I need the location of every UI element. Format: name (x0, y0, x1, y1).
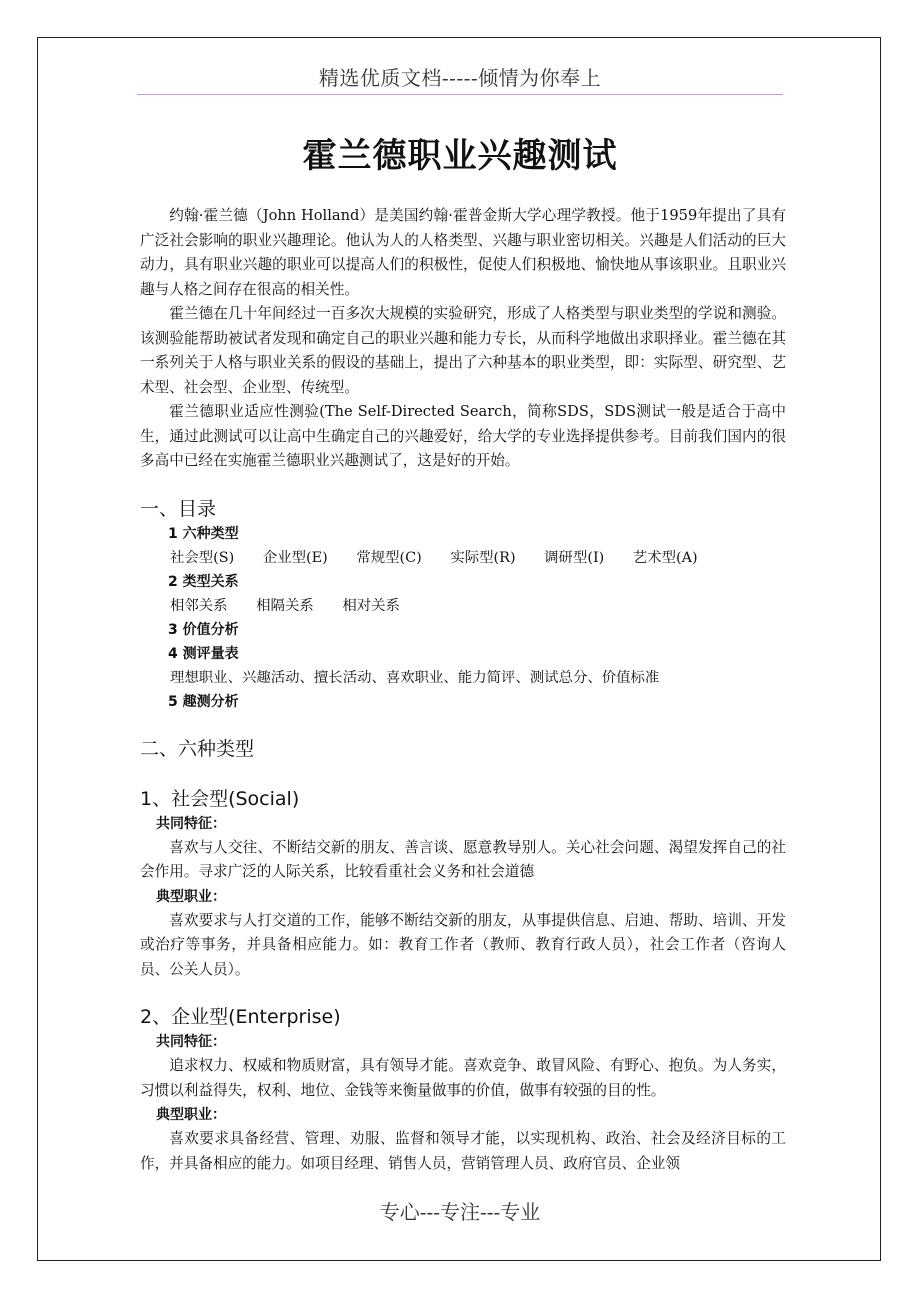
toc-relations-list (140, 594, 786, 618)
toc-type: 实际型(R) (450, 549, 516, 566)
intro-paragraph-1: 约翰·霍兰德（John Holland）是美国约翰·霍普金斯大学心理学教授。他于1959年提出了具有广泛社会影响的职业兴趣理论。他认为人的人格类型、兴趣与职业密切相关。兴趣是人们活动的巨大动力，具有职业兴趣的职业可以提高人们的积极性，促使人们积极地、愉快地从事该职业。且职业兴趣与人格之间存在很高的相关性。 (140, 207, 786, 298)
intro-paragraph-2: 霍兰德在几十年间经过一百多次大规模的实验研究，形成了人格类型与职业类型的学说和测验。该测验能帮助被试者发现和确定自己的职业兴趣和能力专长，从而科学地做出求职择业。霍兰德在其一系列关于人格与职业关系的假设的基础上，提出了六种基本的职业类型，即：实际型、研究型、艺术型、社会型、企业型、传统型。 (140, 305, 786, 396)
enterprise-heading: 2、企业型(Enterprise) (140, 1006, 341, 1028)
toc-type: 社会型(S) (170, 549, 235, 566)
toc-relation: 相隔关系 (256, 597, 314, 614)
social-heading: 1、社会型(Social) (140, 787, 300, 810)
page-header: 精选优质文档-----倾情为你奉上 (137, 62, 783, 95)
enterprise-common-label: 共同特征： (156, 1034, 226, 1050)
toc-item-5: 5 趣测分析 (168, 693, 239, 710)
toc-type: 艺术型(A) (632, 549, 698, 566)
toc-item-1: 1 六种类型 (168, 525, 239, 542)
social-common-text: 喜欢与人交往、不断结交新的朋友、善言谈、愿意教导别人。关心社会问题、渴望发挥自己的社会作用。寻求广泛的人际关系，比较看重社会义务和社会道德 (140, 838, 786, 880)
toc-relation: 相对关系 (342, 597, 400, 614)
toc-heading: 一、目录 (140, 497, 217, 520)
toc-scales-list: 理想职业、兴趣活动、擅长活动、喜欢职业、能力简评、测试总分、价值标准 (170, 669, 660, 686)
toc-item-4: 4 测评量表 (168, 645, 239, 662)
document-body (140, 204, 786, 1176)
social-job-text: 喜欢要求与人打交道的工作，能够不断结交新的朋友，从事提供信息、启迪、帮助、培训、开发或治疗等事务，并具备相应能力。如：教育工作者（教师、教育行政人员），社会工作者（咨询人员、公关人员）。 (140, 911, 786, 978)
toc-type: 常规型(C) (356, 549, 422, 566)
enterprise-common-text: 追求权力、权威和物质财富，具有领导才能。喜欢竞争、敢冒风险、有野心、抱负。为人务实，习惯以利益得失，权利、地位、金钱等来衡量做事的价值，做事有较强的目的性。 (140, 1057, 786, 1099)
intro-paragraph-3: 霍兰德职业适应性测验(The Self-Directed Search，简称SDS，SDS测试一般是适合于高中生，通过此测试可以让高中生确定自己的兴趣爱好，给大学的专业选择提供参考。目前我们国内的很多高中已经在实施霍兰德职业兴趣测试了，这是好的开始。 (140, 403, 786, 469)
toc-type: 企业型(E) (262, 549, 328, 566)
social-job-label: 典型职业： (156, 888, 226, 905)
document-title: 霍兰德职业兴趣测试 (302, 136, 618, 176)
enterprise-job-text: 喜欢要求具备经营、管理、劝服、监督和领导才能，以实现机构、政治、社会及经济目标的工作，并具备相应的能力。如项目经理、销售人员，营销管理人员、政府官员、企业领 (140, 1130, 786, 1172)
enterprise-job-label: 典型职业： (156, 1107, 226, 1123)
section2-heading: 二、六种类型 (140, 737, 255, 760)
toc-type: 调研型(I) (544, 549, 605, 566)
toc-relation: 相邻关系 (170, 597, 228, 614)
page-footer: 专心---专注---专业 (379, 1200, 541, 1224)
toc-types-list (140, 546, 786, 570)
toc-item-2: 2 类型关系 (168, 573, 239, 590)
toc-item-3: 3 价值分析 (168, 621, 239, 638)
social-common-label: 共同特征： (156, 815, 226, 832)
